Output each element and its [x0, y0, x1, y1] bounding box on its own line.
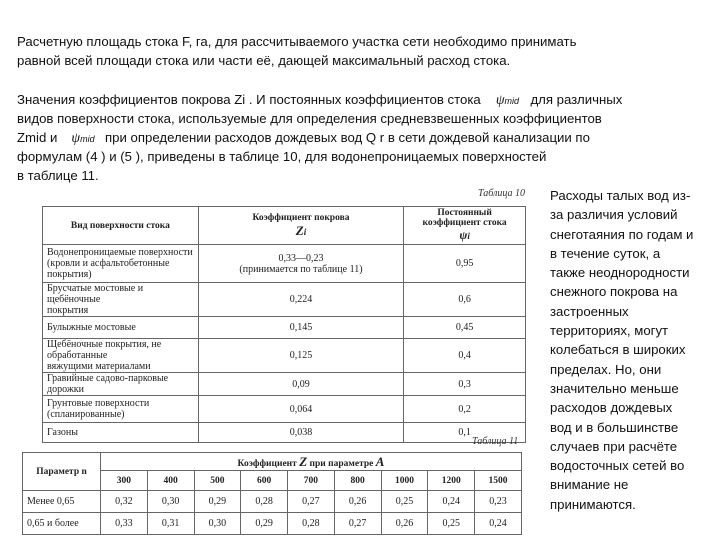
table-10-cell-surface: Брусчатые мостовые и щебёночные покрытия	[43, 283, 199, 317]
paragraph-2-line-5: в таблице 11.	[17, 168, 99, 183]
side-text-line: также неоднородности	[550, 265, 690, 281]
table-11-cell-n: 0,65 и более	[23, 513, 101, 535]
table-10-header-surface: Вид поверхности стока	[43, 207, 199, 245]
paragraph-1-line-1: Расчетную площадь стока F, га, для рассчитываемого участка сети необходимо принимать	[17, 34, 577, 49]
table-11-cell: 0,30	[147, 491, 194, 513]
table-11-cell: 0,23	[475, 491, 522, 513]
table-10-caption: Таблица 10	[478, 188, 525, 199]
table-row	[43, 423, 526, 443]
table-11-header-group: Коэффициент Z при параметре A	[100, 453, 521, 471]
side-text-line: застроенных	[550, 303, 629, 319]
side-text-line: внимание не	[550, 477, 629, 493]
table-10-cell-z: 0,224	[198, 283, 403, 317]
table-row	[43, 396, 526, 423]
table-10	[42, 206, 526, 443]
table-11-a-value: 600	[241, 471, 288, 491]
side-text-line: Расходы талых вод из-	[550, 188, 691, 203]
side-text-line: расходов дождевых	[550, 400, 673, 416]
table-11-cell: 0,25	[428, 513, 475, 535]
table-10-cell-psi: 0,1	[404, 423, 526, 443]
paragraph-2-line-4: формулам (4 ) и (5 ), приведены в таблице 10, для водонепроницаемых поверхностей	[17, 149, 547, 164]
side-text-line: в течение суток, а	[550, 245, 661, 261]
table-11-cell: 0,25	[381, 491, 428, 513]
paragraph-2-line-1-text-a: Значения коэффициентов покрова Zi . И постоянных коэффициентов стока	[17, 92, 481, 107]
table-11-cell: 0,33	[100, 513, 147, 535]
side-text-line: пределах. Но, они	[550, 361, 662, 377]
table-11-a-value: 300	[100, 471, 147, 491]
table-row	[43, 283, 526, 317]
table-11	[22, 452, 522, 535]
table-row	[23, 513, 522, 535]
table-11-cell: 0,26	[381, 513, 428, 535]
table-10-cell-surface: Булыжные мостовые	[43, 317, 199, 339]
table-row	[43, 245, 526, 283]
table-11-caption: Таблица 11	[472, 436, 519, 447]
table-10-cell-surface: Грунтовые поверхности (спланированные)	[43, 396, 199, 423]
table-row	[43, 317, 526, 339]
table-11-cell-n: Менее 0,65	[23, 491, 101, 513]
table-10-cell-z: 0,064	[198, 396, 403, 423]
side-text-line: принимаются.	[550, 496, 636, 512]
table-10-cell-psi: 0,3	[404, 373, 526, 396]
table-11-a-value: 400	[147, 471, 194, 491]
table-10-cell-psi: 0,95	[404, 245, 526, 283]
side-text-line: водосточных сетей во	[550, 458, 685, 474]
table-11-a-value: 800	[334, 471, 381, 491]
table-11-cell: 0,30	[194, 513, 241, 535]
side-text-line: территориях, могут	[550, 323, 669, 339]
table-11-a-value: 1500	[475, 471, 522, 491]
table-11-a-value: 700	[288, 471, 335, 491]
paragraph-2-line-2: видов поверхности стока, используемые для определения средневзвешенных коэффициентов	[17, 111, 602, 126]
table-11-cell: 0,26	[334, 491, 381, 513]
table-10-cell-psi: 0,2	[404, 396, 526, 423]
paragraph-2-line-1-text-b: для различных	[530, 92, 623, 107]
table-11-header-row-1	[23, 453, 522, 471]
table-11-cell: 0,29	[241, 513, 288, 535]
phi-mid-symbol-2: ψmid	[71, 131, 95, 146]
side-text-line: за различия условий	[550, 207, 678, 223]
table-row	[43, 373, 526, 396]
table-11-cell: 0,29	[194, 491, 241, 513]
table-10-cell-z: 0,09	[198, 373, 403, 396]
table-10-cell-psi: 0,6	[404, 283, 526, 317]
table-10-cell-psi: 0,4	[404, 339, 526, 373]
paragraph-2-line-3-text-b: при определении расходов дождевых вод Q r в сети дождевой канализации по	[105, 130, 590, 145]
table-11-header-param: Параметр n	[23, 453, 101, 491]
table-10-header-psi: Постоянный коэффициент стока ψi	[404, 207, 526, 245]
table-11-cell: 0,28	[241, 491, 288, 513]
table-10-header-z: Коэффициент покрова Zi	[198, 207, 403, 245]
table-10-cell-psi: 0,45	[404, 317, 526, 339]
table-row	[43, 339, 526, 373]
phi-mid-symbol: ψmid	[495, 93, 520, 108]
side-text-line: колебаться в широких	[550, 342, 686, 358]
table-11-cell: 0,32	[100, 491, 147, 513]
table-10-cell-z: 0,038	[198, 423, 403, 443]
table-10-cell-z: 0,145	[198, 317, 403, 339]
paragraph-1-line-2: равной всей площади стока или части её, дающей максимальный расход стока.	[17, 53, 511, 68]
table-11-cell: 0,27	[288, 491, 335, 513]
side-text-line: снеготаяния по годам и	[550, 226, 694, 242]
table-10-cell-surface: Гравийные садово-парковые дорожки	[43, 373, 199, 396]
table-11-a-value: 1200	[428, 471, 475, 491]
table-11-cell: 0,24	[475, 513, 522, 535]
side-text-line: снежного покрова на	[550, 284, 678, 300]
table-10-cell-surface: Водонепроницаемые поверхности (кровли и асфальтобетонные покрытия)	[43, 245, 199, 283]
table-11-a-value: 500	[194, 471, 241, 491]
table-10-cell-z: 0,33—0,23 (принимается по таблице 11)	[198, 245, 403, 283]
side-text	[550, 186, 715, 514]
side-text-line: вод и в большинстве	[550, 419, 679, 435]
table-10-cell-surface: Щебёночные покрытия, не обработанные вяжущими материалами	[43, 339, 199, 373]
side-text-line: случаев при расчёте	[550, 438, 678, 454]
table-11-cell: 0,24	[428, 491, 475, 513]
table-11-a-value: 1000	[381, 471, 428, 491]
table-11-cell: 0,28	[288, 513, 335, 535]
table-10-cell-z: 0,125	[198, 339, 403, 373]
side-text-line: значительно меньше	[550, 380, 679, 396]
table-row	[23, 491, 522, 513]
table-10-cell-surface: Газоны	[43, 423, 199, 443]
paragraph-2-line-3-text-a: Zmid и	[17, 130, 58, 145]
table-11-cell: 0,31	[147, 513, 194, 535]
table-11-cell: 0,27	[334, 513, 381, 535]
table-10-header-row	[43, 207, 526, 245]
